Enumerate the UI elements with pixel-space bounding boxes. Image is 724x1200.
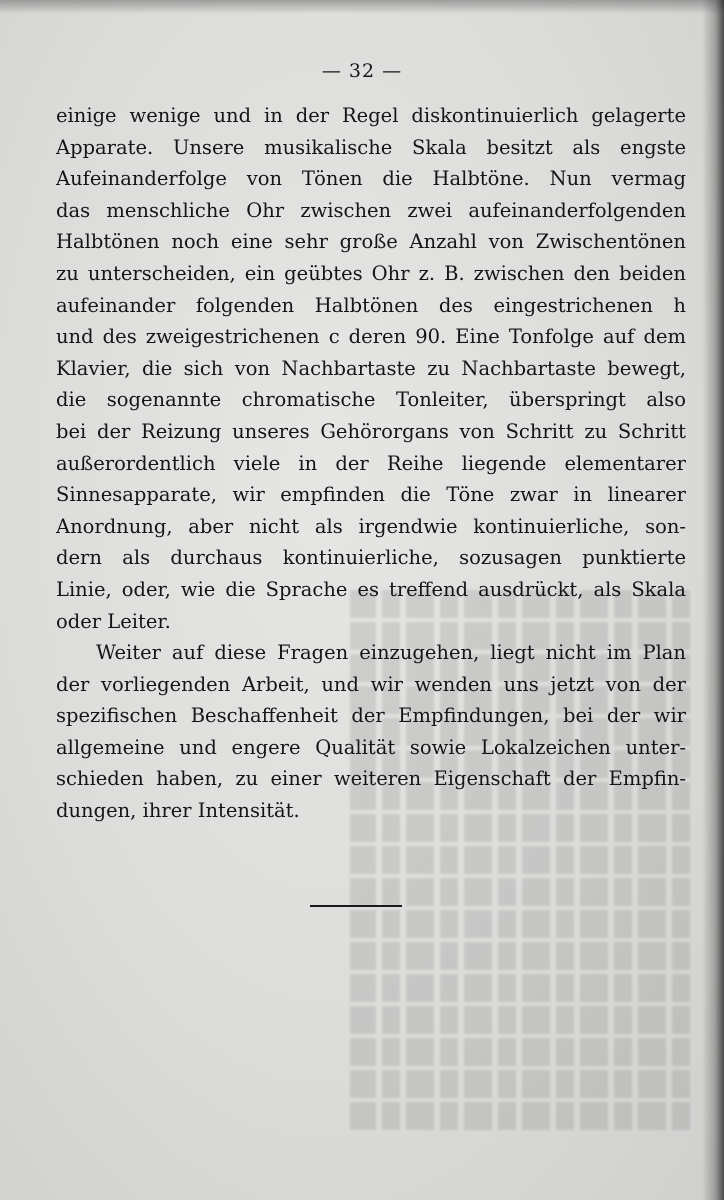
text-line: schieden haben, zu einer weiteren Eigenschaft der Empfin-	[56, 767, 686, 791]
text-line: Klavier, die sich von Nachbartaste zu Nachbartaste bewegt,	[56, 356, 686, 380]
text-line: Sinnesapparate, wir empfinden die Töne zwar in linearer	[56, 483, 686, 507]
text-line: Weiter auf diese Fragen einzugehen, liegt nicht im Plan	[96, 641, 686, 665]
text-line: bei der Reizung unseres Gehörorgans von Schritt zu Schritt	[56, 419, 686, 443]
text-line: Halbtönen noch eine sehr große Anzahl von Zwischentönen	[56, 230, 686, 254]
text-line: Aufeinanderfolge von Tönen die Halbtöne. Nun vermag	[56, 167, 686, 191]
text-line: Apparate. Unsere musikalische Skala besitzt als engste	[56, 135, 686, 159]
section-end-rule	[310, 905, 402, 907]
text-line: allgemeine und engere Qualität sowie Lokalzeichen unter-	[56, 735, 686, 759]
page-shadow-right	[702, 0, 724, 1200]
text-line: außerordentlich viele in der Reihe liegende elementarer	[56, 451, 686, 475]
text-line: die sogenannte chromatische Tonleiter, überspringt also	[56, 388, 686, 412]
text-line: aufeinander folgenden Halbtönen des eingestrichenen h	[56, 293, 686, 317]
text-line: der vorliegenden Arbeit, und wir wenden uns jetzt von der	[56, 672, 686, 696]
text-line: spezifischen Beschaffenheit der Empfindungen, bei der wir	[56, 704, 686, 728]
text-line: das menschliche Ohr zwischen zwei aufeinanderfolgenden	[56, 198, 686, 222]
text-line: Linie, oder, wie die Sprache es treffend ausdrückt, als Skala	[56, 577, 686, 601]
text-line: und des zweigestrichenen c deren 90. Eine Tonfolge auf dem	[56, 325, 686, 349]
body-text	[56, 100, 686, 827]
text-line: einige wenige und in der Regel diskontinuierlich gelagerte	[56, 104, 686, 127]
text-line: dungen, ihrer Intensität.	[56, 799, 300, 823]
page-number: — 32 —	[321, 60, 403, 82]
text-line: Anordnung, aber nicht als irgendwie kontinuierliche, son-	[56, 514, 686, 538]
text-line: oder Leiter.	[56, 609, 171, 633]
page-shadow-top	[0, 0, 724, 14]
text-line: zu unterscheiden, ein geübtes Ohr z. B. zwischen den beiden	[56, 261, 686, 285]
text-line: dern als durchaus kontinuierliche, sozusagen punktierte	[56, 546, 686, 570]
